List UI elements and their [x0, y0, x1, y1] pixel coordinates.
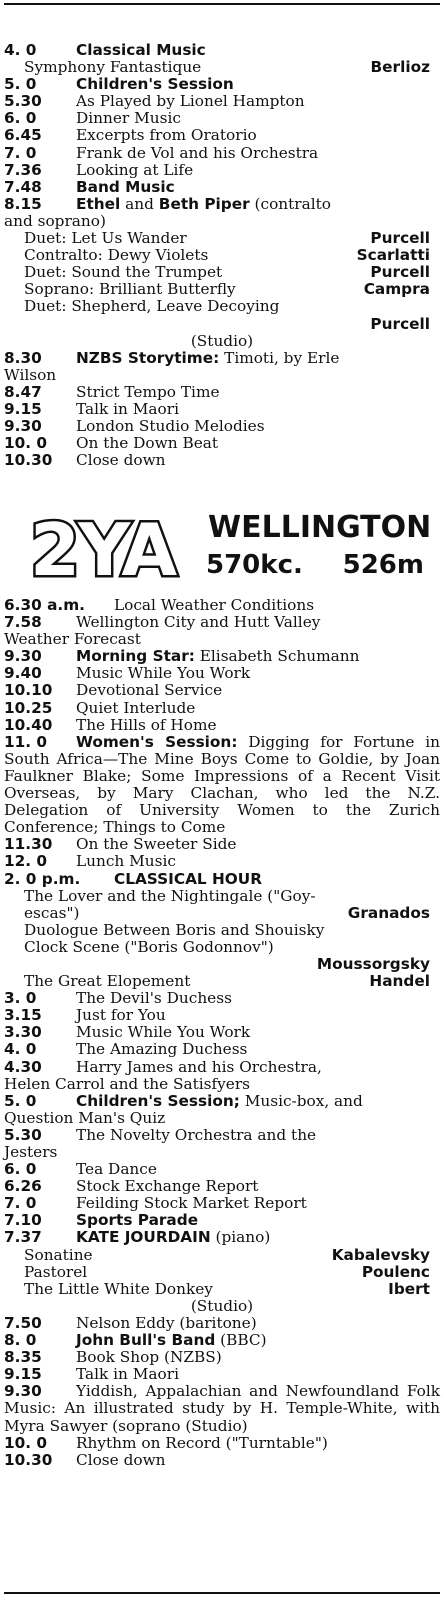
station-city: WELLINGTON	[208, 510, 432, 545]
time: 10.30	[4, 1450, 53, 1469]
schedule-row	[4, 888, 440, 905]
time: 2. 0 p.m.	[4, 869, 81, 888]
schedule-row	[4, 853, 440, 870]
time: 6.45	[4, 126, 42, 145]
time: 6. 0	[4, 109, 37, 128]
time: 10. 0	[4, 1433, 48, 1452]
programme-text: The Great Elopement	[24, 972, 191, 991]
schedule-row	[4, 905, 440, 922]
programme-text: Yiddish, Appalachian and Newfoundland Folk Music: An illustrated study by H. Temple-White, with Myra Sawyer (soprano (Studio)	[4, 1382, 440, 1435]
schedule-row	[4, 1281, 440, 1298]
schedule-row	[4, 682, 440, 699]
time: 12. 0	[4, 852, 48, 871]
schedule-row	[4, 939, 440, 956]
time: 3.15	[4, 1006, 42, 1025]
schedule-row	[4, 1007, 440, 1024]
schedule-row	[4, 1059, 440, 1076]
composer: Ibert	[388, 1279, 430, 1298]
programme-text: On the Sweeter Side	[76, 835, 237, 854]
programme-text: Duet: Let Us Wander	[24, 229, 187, 248]
programme-text: London Studio Melodies	[76, 417, 265, 436]
time: 6.30 a.m.	[4, 596, 85, 614]
upper-schedule	[4, 42, 440, 469]
time: 6.26	[4, 1177, 42, 1196]
programme-text: The Little White Donkey	[24, 1279, 213, 1298]
programme-title: Classical Music	[76, 41, 206, 59]
programme-text: Sonatine	[24, 1245, 93, 1264]
schedule-row	[4, 871, 440, 888]
programme-text: The Amazing Duchess	[76, 1040, 248, 1059]
composer: Moussorgsky	[316, 954, 430, 973]
schedule-row	[4, 316, 440, 333]
schedule-row	[4, 76, 440, 93]
programme-text: Timoti, by Erle	[219, 348, 340, 367]
programme-text: Book Shop (NZBS)	[76, 1348, 222, 1367]
programme-text: Local Weather Conditions	[114, 596, 315, 614]
schedule-row	[4, 597, 440, 614]
schedule-row	[4, 1247, 440, 1264]
programme-text: Rhythm on Record ("Turntable")	[76, 1433, 328, 1452]
programme-text: Question Man's Quiz	[4, 1108, 166, 1127]
programme-text: Frank de Vol and his Orchestra	[76, 143, 319, 162]
time: 8. 0	[4, 1331, 37, 1350]
schedule-row	[4, 264, 440, 281]
time: 8.15	[4, 194, 42, 213]
schedule-row	[4, 717, 440, 734]
schedule-row	[4, 631, 440, 648]
schedule-row	[4, 230, 440, 247]
schedule-row	[4, 1041, 440, 1058]
programme-text: Talk in Maori	[76, 399, 179, 418]
programme-text: Music-box, and	[239, 1091, 363, 1110]
time: 4.30	[4, 1057, 42, 1076]
schedule-row	[4, 401, 440, 418]
time: 8.47	[4, 382, 42, 401]
composer: Kabalevsky	[331, 1245, 430, 1264]
schedule-row	[4, 435, 440, 452]
composer: Purcell	[370, 314, 430, 333]
studio-note: (Studio)	[190, 1296, 254, 1315]
schedule-row	[4, 922, 440, 939]
time: 9.15	[4, 399, 42, 418]
programme-title: Band Music	[76, 177, 175, 196]
programme-text: The Lover and the Nightingale ("Goy-	[24, 886, 316, 905]
time: 5. 0	[4, 75, 37, 94]
schedule-row	[4, 973, 440, 990]
schedule-row	[4, 1383, 440, 1434]
programme-title: Beth Piper	[158, 194, 250, 213]
programme-text: (BBC)	[215, 1331, 267, 1350]
schedule-row	[4, 665, 440, 682]
schedule-row	[4, 648, 440, 665]
programme-title: Sports Parade	[76, 1211, 199, 1230]
programme-title: Children's Session	[76, 75, 234, 94]
programme-text: On the Down Beat	[76, 434, 219, 453]
schedule-row	[4, 1366, 440, 1383]
programme-text: The Devil's Duchess	[76, 989, 232, 1008]
time: 3. 0	[4, 989, 37, 1008]
time: 9.15	[4, 1365, 42, 1384]
schedule-row	[4, 1435, 440, 1452]
programme-text: Talk in Maori	[76, 1365, 179, 1384]
time: 3.30	[4, 1023, 42, 1042]
schedule-row	[4, 1229, 440, 1246]
schedule-row	[4, 1024, 440, 1041]
programme-text: Just for You	[76, 1006, 166, 1025]
composer: Purcell	[370, 229, 430, 248]
programme-text: Feilding Stock Market Report	[76, 1194, 307, 1213]
schedule-row	[4, 59, 440, 76]
time: 9.40	[4, 664, 42, 683]
schedule-row	[4, 93, 440, 110]
programme-title: CLASSICAL HOUR	[114, 869, 262, 888]
time: 11.30	[4, 835, 53, 854]
lower-schedule	[4, 597, 440, 1469]
programme-text: Wilson	[4, 365, 57, 384]
time: 8.35	[4, 1348, 42, 1367]
programme-title: John Bull's Band	[76, 1331, 216, 1350]
programme-text: Strict Tempo Time	[76, 382, 220, 401]
time: 4. 0	[4, 41, 37, 59]
schedule-row	[4, 196, 440, 213]
time: 7.50	[4, 1313, 42, 1332]
schedule-row	[4, 247, 440, 264]
schedule-row	[4, 1127, 440, 1144]
time: 9.30	[4, 417, 42, 436]
schedule-row	[4, 1110, 440, 1127]
time: 9.30	[4, 647, 42, 666]
schedule-row	[4, 145, 440, 162]
programme-text: (contralto	[249, 194, 331, 213]
programme-title: Morning Star:	[76, 647, 195, 666]
time: 5.30	[4, 92, 42, 111]
schedule-row	[4, 1349, 440, 1366]
schedule-row	[4, 1315, 440, 1332]
programme-text: (piano)	[210, 1228, 271, 1247]
programme-text: Close down	[76, 451, 166, 470]
composer: Handel	[369, 972, 430, 991]
schedule-row	[4, 1195, 440, 1212]
time: 9.30	[4, 1382, 42, 1401]
time: 10.40	[4, 715, 53, 734]
programme-text: Duologue Between Boris and Shouisky	[24, 920, 325, 939]
time: 10.30	[4, 451, 53, 470]
schedule-row	[4, 1212, 440, 1229]
programme-text: The Hills of Home	[76, 715, 217, 734]
composer: Poulenc	[361, 1262, 430, 1281]
programme-title: Children's Session;	[76, 1091, 240, 1110]
programme-text: Elisabeth Schumann	[194, 647, 360, 666]
composer: Granados	[347, 903, 430, 922]
programme-text: Helen Carrol and the Satisfyers	[4, 1074, 251, 1093]
schedule-row	[4, 990, 440, 1007]
programme-text: Harry James and his Orchestra,	[76, 1057, 322, 1076]
schedule-row	[4, 179, 440, 196]
schedule-row	[4, 1264, 440, 1281]
programme-text: Looking at Life	[76, 160, 194, 179]
time: 7.37	[4, 1228, 42, 1247]
time: 7.36	[4, 160, 42, 179]
programme-text: Tea Dance	[76, 1160, 157, 1179]
composer: Scarlatti	[356, 246, 430, 265]
programme-text: and soprano)	[4, 211, 106, 230]
programme-text: Quiet Interlude	[76, 698, 196, 717]
time: 11. 0	[4, 732, 48, 751]
programme-text: Clock Scene ("Boris Godonnov")	[24, 937, 274, 956]
composer: Purcell	[370, 263, 430, 282]
time: 5. 0	[4, 1091, 37, 1110]
time: 7.58	[4, 613, 42, 632]
schedule-row	[4, 1076, 440, 1093]
schedule-row	[4, 1178, 440, 1195]
schedule-row	[4, 110, 440, 127]
programme-title: Ethel	[76, 194, 121, 213]
programme-text: Excerpts from Oratorio	[76, 126, 257, 145]
programme-text: The Novelty Orchestra and the	[76, 1125, 317, 1144]
schedule-row	[4, 281, 440, 298]
schedule-row	[4, 836, 440, 853]
programme-text: Nelson Eddy (baritone)	[76, 1313, 257, 1332]
schedule-row	[4, 1332, 440, 1349]
schedule-row	[4, 1298, 440, 1315]
schedule-row	[4, 367, 440, 384]
composer: Campra	[363, 280, 430, 299]
programme-text: Devotional Service	[76, 681, 223, 700]
bottom-rule	[4, 1592, 440, 1594]
programme-text: Contralto: Dewy Violets	[24, 246, 209, 265]
programme-text: Lunch Music	[76, 852, 176, 871]
schedule-row	[4, 418, 440, 435]
schedule-row	[4, 162, 440, 179]
station-callsign: 2YA	[30, 508, 176, 592]
time: 10.10	[4, 681, 53, 700]
composer: Berlioz	[370, 58, 430, 77]
programme-text: and	[120, 194, 159, 213]
programme-text: Jesters	[4, 1143, 58, 1161]
schedule-row	[4, 350, 440, 367]
station-frequency: 570kc.	[206, 550, 303, 580]
schedule-row	[4, 333, 440, 350]
schedule-row	[4, 384, 440, 401]
programme-title: Women's Session:	[76, 732, 238, 751]
programme-text: Music While You Work	[76, 664, 251, 683]
programme-text: Dinner Music	[76, 109, 181, 128]
time: 10.25	[4, 698, 53, 717]
schedule-row	[4, 614, 440, 631]
schedule-row	[4, 1452, 440, 1469]
schedule-row	[4, 127, 440, 144]
programme-text: Wellington City and Hutt Valley	[76, 613, 321, 632]
programme-text: Soprano: Brilliant Butterfly	[24, 280, 236, 299]
programme-text: Duet: Sound the Trumpet	[24, 263, 223, 282]
programme-text: Weather Forecast	[4, 630, 141, 649]
schedule-row	[4, 213, 440, 230]
time: 8.30	[4, 348, 42, 367]
programme-text: Stock Exchange Report	[76, 1177, 259, 1196]
schedule-row	[4, 42, 440, 59]
schedule-row	[4, 956, 440, 973]
programme-text: escas")	[24, 903, 80, 922]
programme-title: NZBS Storytime:	[76, 348, 220, 367]
top-rule	[4, 3, 440, 5]
time: 7. 0	[4, 143, 37, 162]
time: 6. 0	[4, 1160, 37, 1179]
programme-text: Close down	[76, 1450, 166, 1469]
schedule-row	[4, 1144, 440, 1161]
time: 4. 0	[4, 1040, 37, 1059]
schedule-row	[4, 452, 440, 469]
time: 7.10	[4, 1211, 42, 1230]
schedule-row	[4, 1093, 440, 1110]
programme-text: As Played by Lionel Hampton	[76, 92, 305, 111]
schedule-row	[4, 700, 440, 717]
programme-title: KATE JOURDAIN	[76, 1228, 211, 1247]
schedule-row	[4, 734, 440, 837]
time: 5.30	[4, 1125, 42, 1144]
schedule-row	[4, 298, 440, 315]
studio-note: (Studio)	[190, 331, 254, 350]
programme-text: Symphony Fantastique	[24, 58, 202, 77]
programme-text: Music While You Work	[76, 1023, 251, 1042]
time: 10. 0	[4, 434, 48, 453]
time: 7. 0	[4, 1194, 37, 1213]
programme-text: Duet: Shepherd, Leave Decoying	[24, 297, 280, 316]
programme-text: Pastorel	[24, 1262, 88, 1281]
station-header	[8, 508, 438, 592]
schedule-row	[4, 1161, 440, 1178]
station-wavelength: 526m	[342, 550, 424, 580]
time: 7.48	[4, 177, 42, 196]
programme-text: Digging for Fortune in South Africa—The Mine Boys Come to Goldie, by Joan Faulkner Blake; Some Impressions of a Recent Visit Overseas, by Mary Clachan, who led the N.Z. Delegation of University Women to the Zurich Conference; Things to Come	[4, 732, 440, 837]
